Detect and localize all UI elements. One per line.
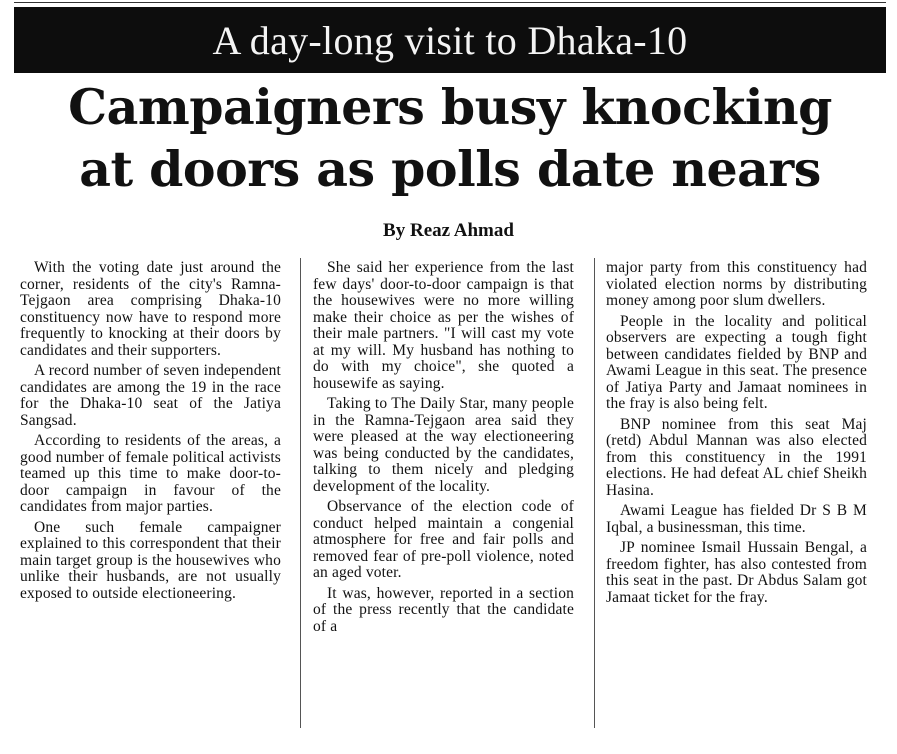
paragraph: A record number of seven independent candidates are among the 19 in the race for the Dhaka-10 seat of the Jatiya Sangsad. <box>20 362 281 429</box>
paragraph: She said her experience from the last few days' door-to-door campaign is that the housewives were no more willing make their choice as per the wishes of their male partners. "I will cast my vote at my will. My husband has nothing to do with my choice", she quoted a housewife as saying. <box>313 260 574 392</box>
paragraph: major party from this constituency had violated election norms by distributing money among poor slum dwellers. <box>606 260 867 309</box>
column-divider <box>594 258 595 728</box>
byline: By Reaz Ahmad <box>383 220 514 241</box>
paragraph: With the voting date just around the corner, residents of the city's Ramna-Tejgaon area comprising Dhaka-10 constituency now have to respond more frequently to knocking at their doors by candidates and their supporters. <box>20 260 281 359</box>
kicker-text: A day-long visit to Dhaka-10 <box>212 17 688 63</box>
paragraph: People in the locality and political observers are expecting a tough fight between candidates fielded by BNP and Awami League in this seat. The presence of Jatiya Party and Jamaat nominees in the fray is also being felt. <box>606 312 867 412</box>
paragraph: JP nominee Ismail Hussain Bengal, a freedom fighter, has also contested from this seat in the past. Dr Abdus Salam got Jamaat ticket for the fray. <box>606 539 867 606</box>
paragraph: It was, however, reported in a section of the press recently that the candidate of a <box>313 584 574 635</box>
headline-line-1: Campaigners busy knocking <box>68 78 832 136</box>
paragraph: BNP nominee from this seat Maj (retd) Abdul Mannan was also elected from this constituency in the 1991 elections. He had defeat AL chief Sheikh Hasina. <box>606 415 867 499</box>
column-divider <box>300 258 301 728</box>
headline <box>14 76 886 200</box>
paragraph: Observance of the election code of conduct helped maintain a congenial atmosphere for free and fair polls and removed fear of pre-poll violence, noted an aged voter. <box>313 498 574 581</box>
paragraph: Awami League has fielded Dr S B M Iqbal, a businessman, this time. <box>606 502 867 536</box>
kicker-banner <box>14 7 886 73</box>
paragraph: One such female campaigner explained to this correspondent that their main target group is the housewives who unlike their husbands, are not usually exposed to outside electioneering. <box>20 518 281 602</box>
article-column-2 <box>313 260 574 730</box>
article-column-1 <box>20 260 281 730</box>
article-column-3 <box>606 260 867 730</box>
headline-line-2: at doors as polls date nears <box>79 140 821 198</box>
paragraph: According to residents of the areas, a good number of female political activists teamed up this time to make door-to-door campaign in favour of the candidates from major parties. <box>20 432 281 515</box>
top-rule <box>14 2 886 3</box>
paragraph: Taking to The Daily Star, many people in the Ramna-Tejgaon area said they were pleased at the way electioneering was being conducted by the candidates, talking to them nicely and pledging development of the locality. <box>313 395 574 495</box>
